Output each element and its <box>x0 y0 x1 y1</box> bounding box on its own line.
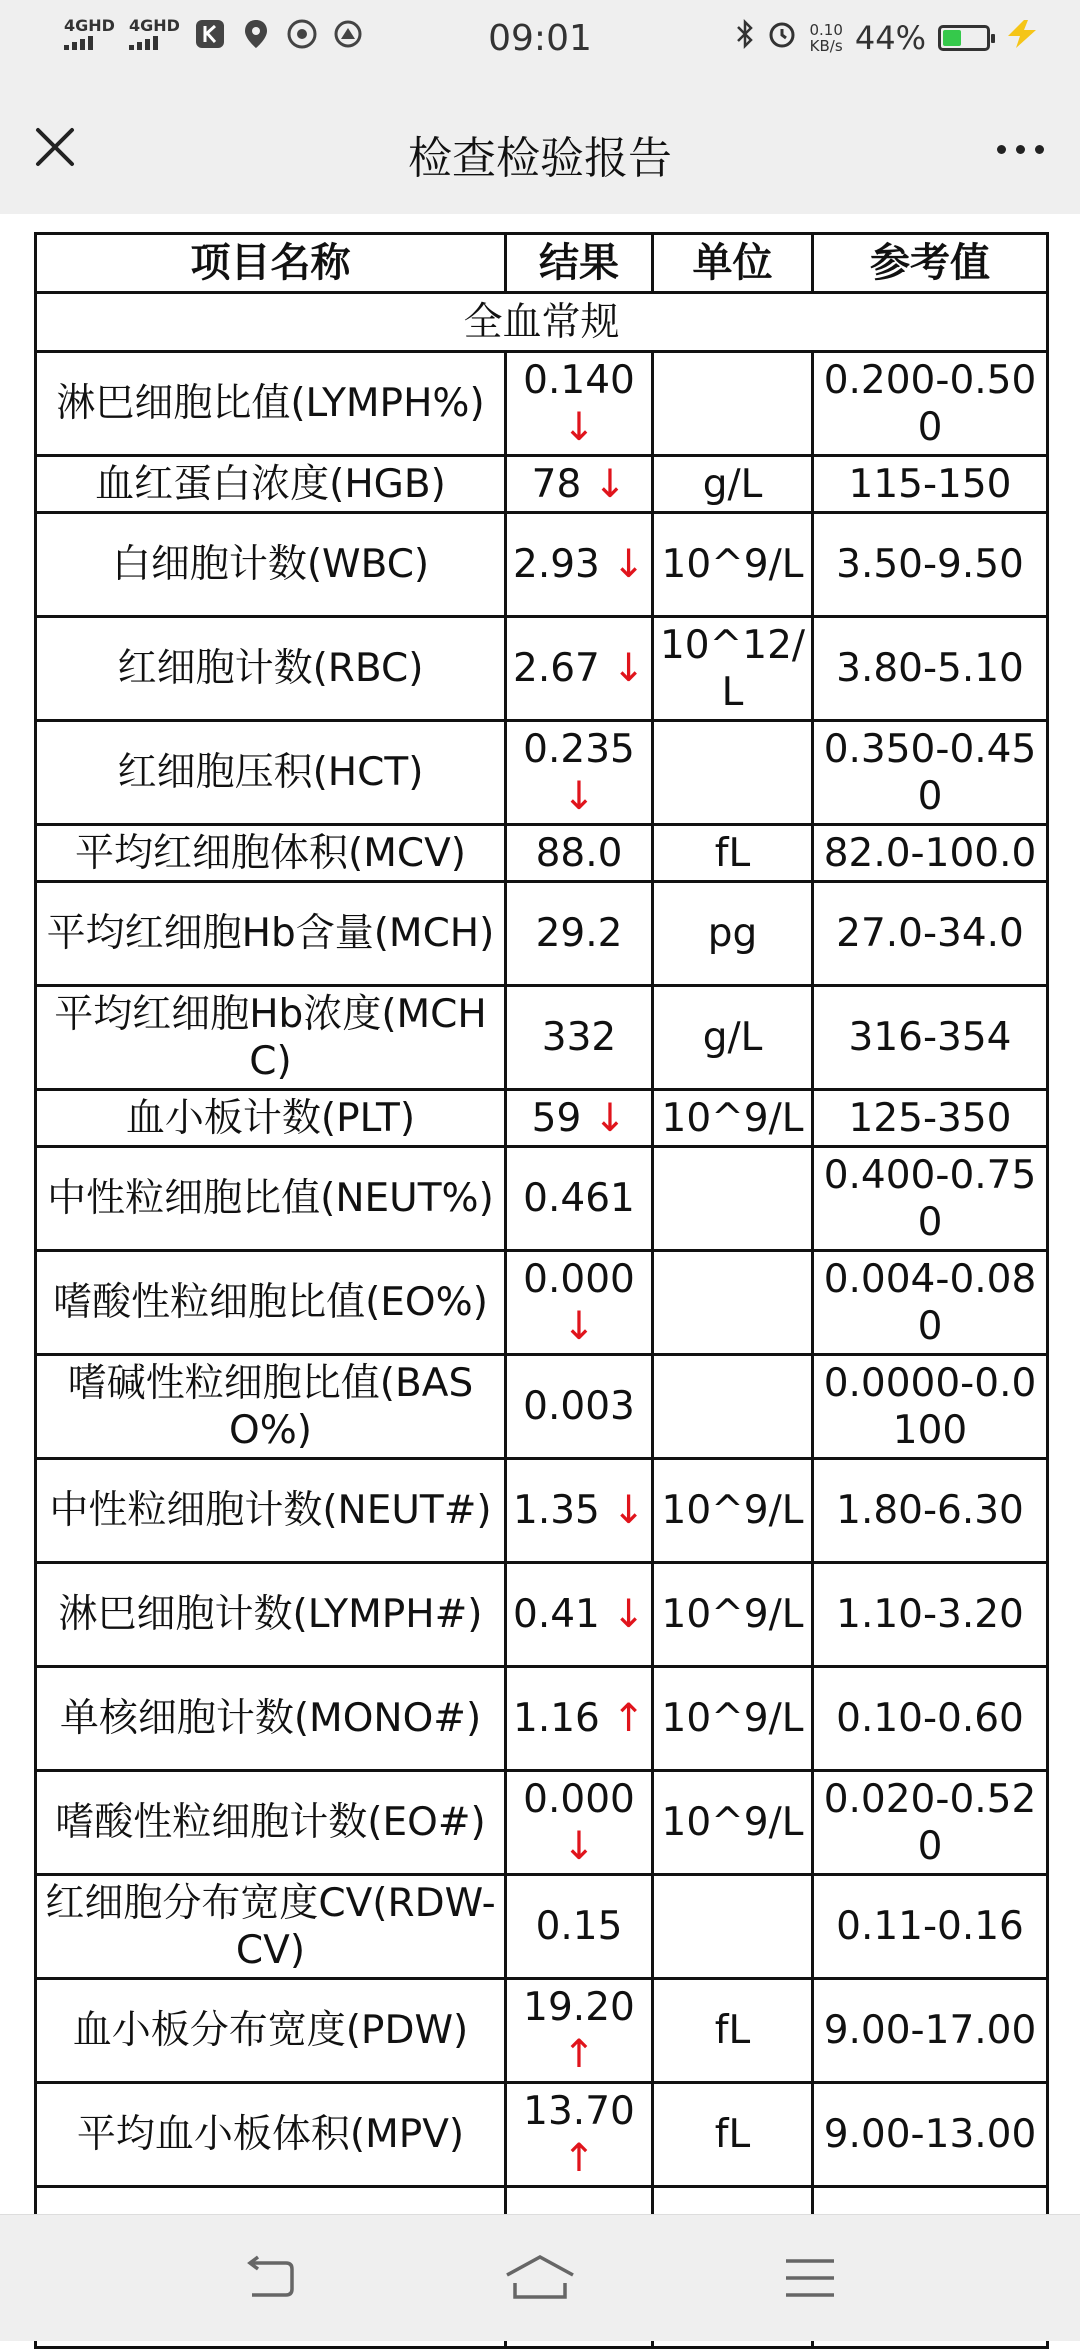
table-row <box>36 1090 1048 1147</box>
table-header-row <box>36 234 1048 293</box>
arrow-down-icon: ↓ <box>562 1823 596 1869</box>
arrow-down-icon: ↓ <box>612 646 645 691</box>
header-item-name: 项目名称 <box>36 234 506 293</box>
item-result <box>506 1667 653 1771</box>
item-unit <box>653 1355 813 1459</box>
item-name: 平均血小板体积(MPV) <box>36 2083 506 2187</box>
item-result <box>506 1979 653 2083</box>
status-bar <box>0 0 1080 84</box>
item-result <box>506 352 653 456</box>
item-unit: 10^9/L <box>653 1563 813 1667</box>
result-value: 29.2 <box>535 911 623 956</box>
item-reference: 0.10-0.60 <box>813 1667 1048 1771</box>
item-reference: 3.50-9.50 <box>813 513 1048 617</box>
table-row <box>36 1875 1048 1979</box>
result-value: 0.15 <box>535 1904 623 1949</box>
report-content[interactable] <box>0 214 1080 2214</box>
result-value: 0.003 <box>523 1384 635 1429</box>
item-unit: fL <box>653 2083 813 2187</box>
item-unit <box>653 352 813 456</box>
arrow-up-icon: ↑ <box>612 1696 645 1741</box>
home-button[interactable] <box>500 2245 580 2311</box>
item-reference: 0.11-0.16 <box>813 1875 1048 1979</box>
item-name: 平均红细胞Hb浓度(MCHC) <box>36 986 506 1090</box>
report-table <box>34 232 1049 2349</box>
home-icon <box>503 2253 577 2303</box>
item-result <box>506 1147 653 1251</box>
item-result <box>506 1251 653 1355</box>
menu-button[interactable] <box>770 2245 850 2311</box>
item-name: 嗜酸性粒细胞比值(EO%) <box>36 1251 506 1355</box>
result-value: 78 <box>531 461 582 507</box>
item-reference: 9.00-13.00 <box>813 2083 1048 2187</box>
result-value: 332 <box>541 1015 617 1060</box>
table-row <box>36 1147 1048 1251</box>
result-value: 19.20 <box>523 1984 635 2030</box>
item-unit <box>653 1147 813 1251</box>
item-result <box>506 986 653 1090</box>
table-row <box>36 1667 1048 1771</box>
item-unit: 10^9/L <box>653 1459 813 1563</box>
charging-icon <box>1002 18 1042 58</box>
table-row <box>36 986 1048 1090</box>
item-unit: g/L <box>653 456 813 513</box>
table-row <box>36 1251 1048 1355</box>
item-reference: 3.80-5.10 <box>813 617 1048 721</box>
table-row <box>36 1355 1048 1459</box>
item-result <box>506 825 653 882</box>
item-name: 单核细胞计数(MONO#) <box>36 1667 506 1771</box>
menu-icon <box>780 2253 840 2303</box>
result-value: 1.35 <box>513 1488 600 1533</box>
item-unit: fL <box>653 1979 813 2083</box>
item-name: 血小板分布宽度(PDW) <box>36 1979 506 2083</box>
item-unit: pg <box>653 882 813 986</box>
arrow-down-icon: ↓ <box>593 1095 627 1141</box>
item-unit: fL <box>653 825 813 882</box>
item-unit <box>653 721 813 825</box>
result-value: 2.67 <box>513 646 600 691</box>
result-value: 88.0 <box>535 830 623 876</box>
item-unit: 10^9/L <box>653 1090 813 1147</box>
table-row <box>36 352 1048 456</box>
item-name: 平均红细胞Hb含量(MCH) <box>36 882 506 986</box>
more-button[interactable] <box>990 124 1050 174</box>
result-value: 1.16 <box>513 1696 600 1741</box>
item-reference: 115-150 <box>813 456 1048 513</box>
title-bar <box>0 84 1080 214</box>
item-reference: 0.0000-0.0100 <box>813 1355 1048 1459</box>
result-value: 0.235 <box>523 726 635 772</box>
section-title: 全血常规 <box>36 293 1048 352</box>
item-result <box>506 1355 653 1459</box>
item-name: 中性粒细胞计数(NEUT#) <box>36 1459 506 1563</box>
result-value: 59 <box>531 1095 582 1141</box>
arrow-down-icon: ↓ <box>612 1488 645 1533</box>
item-reference: 27.0-34.0 <box>813 882 1048 986</box>
table-row <box>36 721 1048 825</box>
arrow-down-icon: ↓ <box>562 1303 596 1349</box>
battery-fill <box>943 30 961 46</box>
item-name: 淋巴细胞计数(LYMPH#) <box>36 1563 506 1667</box>
arrow-up-icon: ↑ <box>562 2135 596 2181</box>
table-row <box>36 1979 1048 2083</box>
arrow-down-icon: ↓ <box>612 542 645 587</box>
arrow-down-icon: ↓ <box>593 461 627 507</box>
more-icon <box>997 145 1006 154</box>
battery-icon <box>938 25 990 51</box>
item-name: 白细胞计数(WBC) <box>36 513 506 617</box>
result-value: 13.70 <box>523 2088 635 2134</box>
item-reference: 0.200-0.500 <box>813 352 1048 456</box>
item-reference: 82.0-100.0 <box>813 825 1048 882</box>
header-result: 结果 <box>506 234 653 293</box>
item-result <box>506 721 653 825</box>
table-row <box>36 1563 1048 1667</box>
item-reference: 9.00-17.00 <box>813 1979 1048 2083</box>
item-unit <box>653 1251 813 1355</box>
item-name: 红细胞压积(HCT) <box>36 721 506 825</box>
item-name: 血小板计数(PLT) <box>36 1090 506 1147</box>
item-result <box>506 882 653 986</box>
network-label-2: 4GHD <box>128 16 180 35</box>
back-icon <box>240 2253 300 2303</box>
item-name: 红细胞分布宽度CV(RDW-CV) <box>36 1875 506 1979</box>
result-value: 0.41 <box>513 1592 600 1637</box>
clock: 09:01 <box>488 18 592 59</box>
result-value: 0.461 <box>523 1176 635 1221</box>
item-result <box>506 1459 653 1563</box>
result-value: 2.93 <box>513 542 600 587</box>
table-row <box>36 1771 1048 1875</box>
section-row <box>36 293 1048 352</box>
item-reference: 1.10-3.20 <box>813 1563 1048 1667</box>
item-reference: 1.80-6.30 <box>813 1459 1048 1563</box>
item-name: 嗜碱性粒细胞比值(BASO%) <box>36 1355 506 1459</box>
page-title: 检查检验报告 <box>408 133 672 184</box>
table-row <box>36 825 1048 882</box>
table-row <box>36 617 1048 721</box>
item-result <box>506 456 653 513</box>
item-result <box>506 1771 653 1875</box>
item-reference: 0.020-0.520 <box>813 1771 1048 1875</box>
navigation-bar <box>0 2214 1080 2341</box>
item-result <box>506 617 653 721</box>
table-row <box>36 456 1048 513</box>
speed-value: 0.10 <box>809 21 843 39</box>
item-reference: 0.350-0.450 <box>813 721 1048 825</box>
item-unit: 10^9/L <box>653 1771 813 1875</box>
item-name: 中性粒细胞比值(NEUT%) <box>36 1147 506 1251</box>
item-reference: 316-354 <box>813 986 1048 1090</box>
item-result <box>506 1563 653 1667</box>
table-row <box>36 882 1048 986</box>
speed-unit: KB/s <box>809 37 843 55</box>
bluetooth-icon <box>735 19 755 57</box>
item-name: 淋巴细胞比值(LYMPH%) <box>36 352 506 456</box>
item-result <box>506 1875 653 1979</box>
result-value: 0.000 <box>523 1776 635 1822</box>
item-name: 红细胞计数(RBC) <box>36 617 506 721</box>
item-reference: 125-350 <box>813 1090 1048 1147</box>
network-label-1: 4GHD <box>64 16 115 35</box>
table-row <box>36 513 1048 617</box>
item-result <box>506 2083 653 2187</box>
arrow-down-icon: ↓ <box>562 404 596 450</box>
result-value: 0.140 <box>523 357 635 403</box>
item-result <box>506 1090 653 1147</box>
item-unit: 10^9/L <box>653 1667 813 1771</box>
item-unit: 10^12/L <box>653 617 813 721</box>
item-unit: g/L <box>653 986 813 1090</box>
arrow-down-icon: ↓ <box>562 773 596 819</box>
item-name: 平均红细胞体积(MCV) <box>36 825 506 882</box>
header-reference: 参考值 <box>813 234 1048 293</box>
item-reference: 0.004-0.080 <box>813 1251 1048 1355</box>
item-unit <box>653 1875 813 1979</box>
result-value: 0.000 <box>523 1256 635 1302</box>
network-speed <box>809 22 842 54</box>
item-unit: 10^9/L <box>653 513 813 617</box>
back-button[interactable] <box>230 2245 310 2311</box>
table-row <box>36 2083 1048 2187</box>
header-unit: 单位 <box>653 234 813 293</box>
table-row <box>36 1459 1048 1563</box>
item-reference: 0.400-0.750 <box>813 1147 1048 1251</box>
item-name: 嗜酸性粒细胞计数(EO#) <box>36 1771 506 1875</box>
item-result <box>506 513 653 617</box>
item-name: 血红蛋白浓度(HGB) <box>36 456 506 513</box>
arrow-up-icon: ↑ <box>562 2031 596 2077</box>
arrow-down-icon: ↓ <box>612 1592 645 1637</box>
battery-percent: 44% <box>854 19 926 57</box>
status-right <box>735 18 1042 58</box>
alarm-icon <box>767 19 797 57</box>
